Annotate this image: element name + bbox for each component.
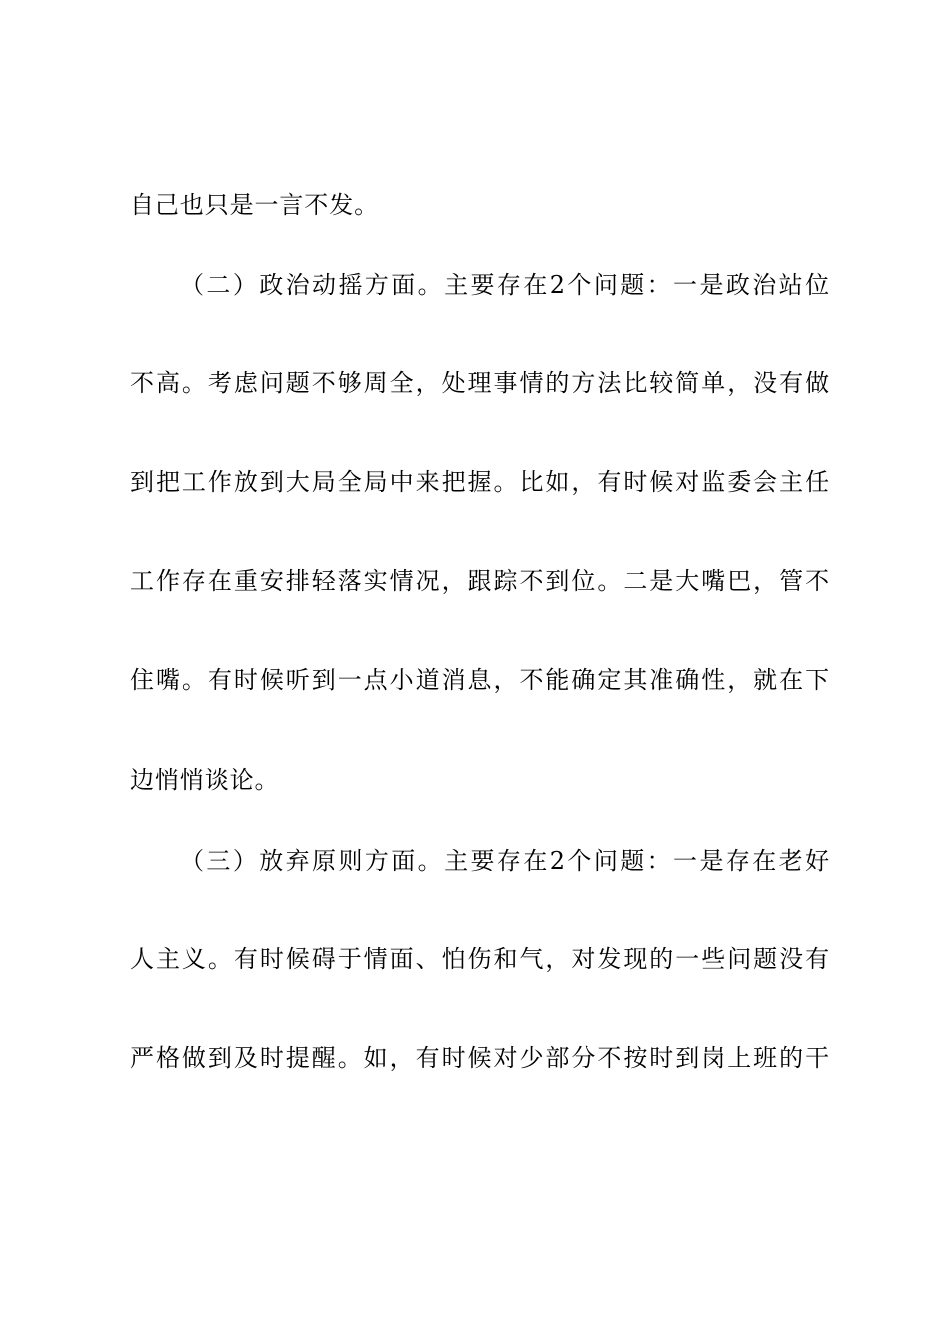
text-line: 人主义。有时候碍于情面、怕伤和气，对发现的一些问题没有	[130, 945, 830, 973]
text-line: 到把工作放到大局全局中来把握。比如，有时候对监委会主任	[130, 468, 830, 496]
section-heading-principle: （三）放弃原则方面。主要存在2个问题：一是存在老好	[180, 847, 830, 875]
section-heading-political: （二）政治动摇方面。主要存在2个问题：一是政治站位	[180, 271, 830, 299]
text-line: 自己也只是一言不发。	[130, 191, 379, 219]
text-line: 工作存在重安排轻落实情况，跟踪不到位。二是大嘴巴，管不	[130, 567, 830, 595]
text-line: 严格做到及时提醒。如，有时候对少部分不按时到岗上班的干	[130, 1044, 830, 1072]
text-line: 住嘴。有时候听到一点小道消息，不能确定其准确性，就在下	[130, 666, 830, 694]
text-line: 不高。考虑问题不够周全，处理事情的方法比较简单，没有做	[130, 369, 830, 397]
text-line: 边悄悄谈论。	[130, 766, 280, 794]
